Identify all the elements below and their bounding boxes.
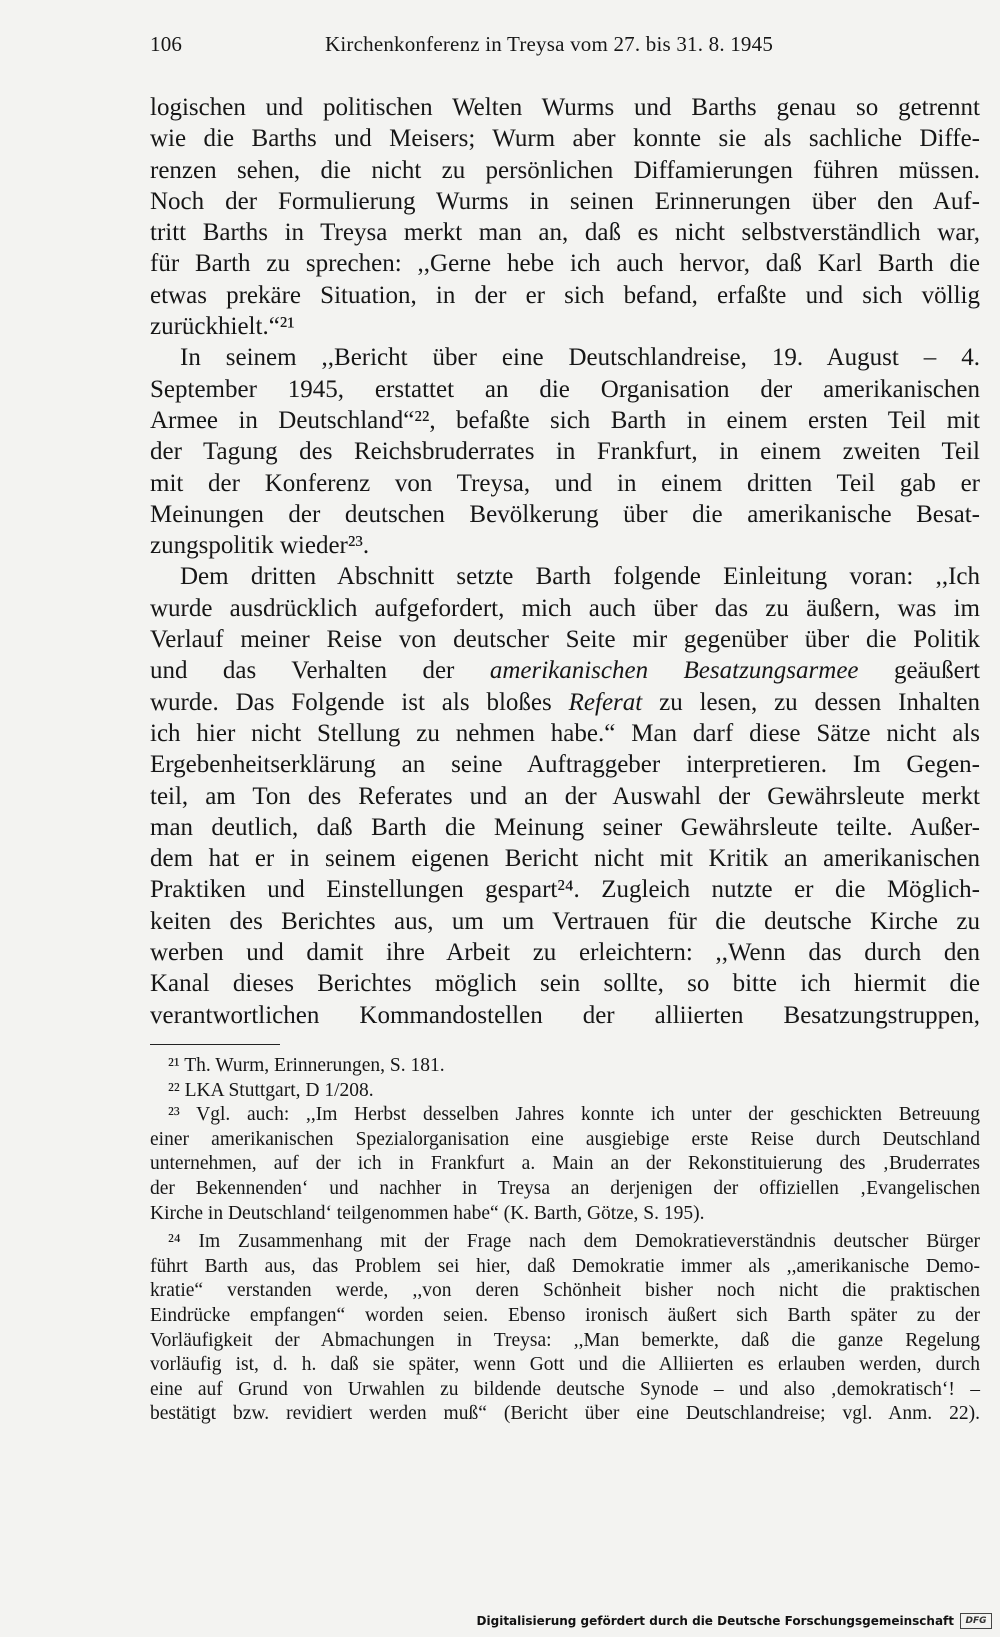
italic-phrase: Referat	[568, 688, 643, 716]
text-line: renzen sehen, die nicht zu persönlichen Diffamierungen führen müssen.	[150, 156, 980, 184]
text-line: Armee in Deutschland“²², befaßte sich Barth in einem ersten Teil mit	[150, 406, 980, 434]
footnote-23: ²³ Vgl. auch: ,,Im Herbst desselben Jahres konnte ich unter der geschickten Betreuung	[168, 1104, 980, 1126]
footnote-line: der Bekennenden‘ und nachher in Treysa an derjenigen der offiziellen ‚Evangelischen	[150, 1177, 980, 1199]
text-line: wurde ausdrücklich aufgefordert, mich auch über das zu äußern, was im	[150, 594, 980, 622]
text-run: und das Verhalten der	[150, 657, 490, 685]
text-line: ich hier nicht Stellung zu nehmen habe.“ Man darf diese Sätze nicht als	[150, 719, 980, 747]
text-line: Kanal dieses Berichtes möglich sein sollte, so bitte ich hiermit die	[150, 970, 980, 998]
text-line: mit der Konferenz von Treysa, und in einem dritten Teil gab er	[150, 469, 980, 497]
text-line: Verlauf meiner Reise von deutscher Seite mir gegenüber über die Politik	[150, 626, 980, 654]
text-run: geäußert	[858, 657, 981, 685]
text-line: dem hat er in seinem eigenen Bericht nicht mit Kritik an amerikanischen	[150, 845, 980, 873]
page-number: 106	[150, 32, 183, 56]
footnote-separator	[150, 1044, 280, 1045]
text-line: September 1945, erstattet an die Organisation der amerikanischen	[150, 375, 980, 403]
footnote-24: ²⁴ Im Zusammenhang mit der Frage nach dem Demokratieverständnis deutscher Bürger	[168, 1231, 980, 1253]
text-line: werben und damit ihre Arbeit zu erleichtern: ,,Wenn das durch den	[150, 939, 980, 967]
footnote-line: eine auf Grund von Urwahlen zu bildende deutsche Synode – und also ‚demokratisch‘! –	[150, 1378, 980, 1400]
footnote-line: unternehmen, auf der ich in Frankfurt a. Main an der Rekonstituierung des ‚Bruderrates	[150, 1153, 980, 1175]
footnote-line: kratie“ verstanden werde, ,,von deren Schönheit bisher noch nicht die praktischen	[150, 1280, 980, 1302]
footnote-line: einer amerikanischen Spezialorganisation eine ausgiebige erste Reise durch Deutschland	[150, 1128, 980, 1150]
text-line: keiten des Berichtes aus, um um Vertrauen für die deutsche Kirche zu	[150, 907, 980, 935]
text-line-with-italic	[150, 655, 980, 686]
footnote-line: Eindrücke empfangen“ worden seien. Ebenso ironisch äußert sich Barth später zu der	[150, 1304, 980, 1326]
credit-text: Digitalisierung gefördert durch die Deutsche Forschungsgemeinschaft	[476, 1614, 954, 1628]
text-line: man deutlich, daß Barth die Meinung seiner Gewährsleute teilte. Außer-	[150, 813, 980, 841]
text-line: Ergebenheitserklärung an seine Auftraggeber interpretieren. Im Gegen-	[150, 751, 980, 779]
footnote-22: ²² LKA Stuttgart, D 1/208.	[168, 1079, 374, 1101]
text-line: Meinungen der deutschen Bevölkerung über die amerikanische Besat-	[150, 500, 980, 528]
text-run: zu lesen, zu dessen Inhalten	[642, 688, 981, 716]
text-line: verantwortlichen Kommandostellen der alliierten Besatzungstruppen,	[150, 1001, 980, 1029]
text-line: Noch der Formulierung Wurms in seinen Erinnerungen über den Auf-	[150, 187, 980, 215]
footnote-line: Vorläufigkeit der Abmachungen in Treysa: ,,Man bemerkte, daß die ganze Regelung	[150, 1329, 980, 1351]
footnotes	[150, 1054, 980, 1427]
text-line: der Tagung des Reichsbruderrates in Frankfurt, in einem zweiten Teil	[150, 438, 980, 466]
text-line: wie die Barths und Meisers; Wurm aber konnte sie als sachliche Diffe-	[150, 125, 980, 153]
footnote-line: vorläufig ist, d. h. daß sie später, wenn Gott und die Alliierten es erlauben werden, durch	[150, 1354, 980, 1376]
text-line: Praktiken und Einstellungen gespart²⁴. Zugleich nutzte er die Möglich-	[150, 876, 980, 904]
dfg-logo-icon: DFG	[960, 1613, 992, 1629]
text-line: In seinem ,,Bericht über eine Deutschlandreise, 19. August – 4.	[180, 344, 980, 372]
footnote-line: führt Barth aus, das Problem sei hier, daß Demokratie immer als ,,amerikanische Demo-	[150, 1255, 980, 1277]
text-line: für Barth zu sprechen: ,,Gerne hebe ich auch hervor, daß Karl Barth die	[150, 250, 980, 278]
footnote-21: ²¹ Th. Wurm, Erinnerungen, S. 181.	[168, 1055, 445, 1076]
footnote-line: Kirche in Deutschland‘ teilgenommen habe“ (K. Barth, Götze, S. 195).	[150, 1202, 705, 1224]
footnote-line: bestätigt bzw. revidiert werden muß“ (Bericht über eine Deutschlandreise; vgl. Anm. 22).	[150, 1403, 980, 1425]
text-line: zungspolitik wieder²³.	[150, 532, 370, 560]
text-line: Dem dritten Abschnitt setzte Barth folgende Einleitung voran: ,,Ich	[180, 563, 980, 591]
italic-phrase: amerikanischen Besatzungsarmee	[489, 657, 859, 685]
text-line: logischen und politischen Welten Wurms und Barths genau so getrennt	[150, 94, 980, 121]
digitization-credit	[477, 1613, 992, 1629]
text-line-with-italic	[150, 687, 980, 718]
text-line: zurückhielt.“²¹	[150, 313, 295, 341]
text-run: wurde. Das Folgende ist als bloßes	[150, 688, 569, 716]
body-text	[150, 92, 980, 1031]
running-title: Kirchenkonferenz in Treysa vom 27. bis 31. 8. 1945	[325, 32, 774, 56]
text-line: tritt Barths in Treysa merkt man an, daß es nicht selbstverständlich war,	[150, 219, 980, 247]
text-line: teil, am Ton des Referates und an der Auswahl der Gewährsleute merkt	[150, 782, 980, 810]
text-line: etwas prekäre Situation, in der er sich befand, erfaßte und sich völlig	[150, 281, 980, 309]
